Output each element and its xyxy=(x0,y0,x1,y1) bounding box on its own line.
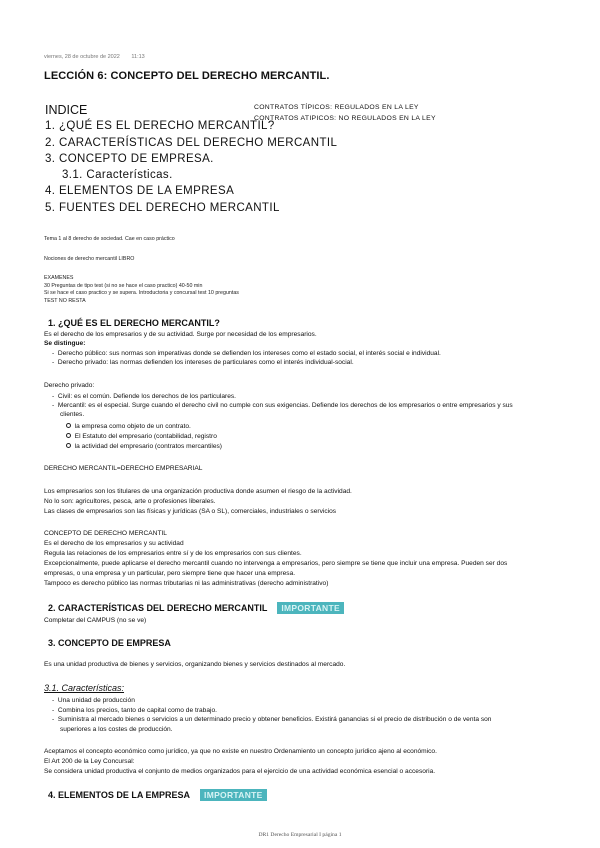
index-heading: INDICE xyxy=(45,103,88,117)
circle-bullet-icon xyxy=(66,423,71,428)
list-item: - Civil: es el común. Defiende los derechos de los particulares. xyxy=(52,393,236,400)
tema-note: Tema 1 al 8 derecho de sociedad. Cae en caso práctico xyxy=(44,236,175,242)
time: 11:13 xyxy=(131,54,145,60)
nociones-note: Nociones de derecho mercantil LIBRO xyxy=(44,256,135,262)
section-1-intro xyxy=(44,330,317,348)
list-item: - Combina los precios, tanto de capital como de trabajo. xyxy=(52,706,217,714)
examenes-line: 30 Preguntas de tipo test (si no se hace el caso practico) 40-50 min xyxy=(44,282,203,289)
paragraph-line: Es el derecho de los empresarios y su actividad xyxy=(44,540,184,547)
empresarios-paragraph xyxy=(44,487,352,517)
list-item-text: Derecho público: sus normas son imperativas donde se defienden los intereses como el estado social, el interés social e individual. xyxy=(57,350,441,357)
section-4-title: 4. ELEMENTOS DE LA EMPRESA xyxy=(48,790,191,800)
important-badge: IMPORTANTE xyxy=(277,602,344,614)
paragraph-line: Los empresarios son los titulares de una organización productiva donde asumen el riesgo de la actividad. xyxy=(44,488,352,495)
paragraph-line: Regula las relaciones de los empresarios entre sí y de los empresarios con sus clientes. xyxy=(44,550,302,557)
contratos-note xyxy=(254,102,436,124)
paragraph-line: Tampoco es derecho público las normas tributarias ni las administrativas (derecho administrativo) xyxy=(44,580,329,587)
section-3-1-heading: 3.1. Características: xyxy=(44,683,125,693)
sub-list-item xyxy=(66,422,222,432)
intro-line: Es el derecho de los empresarios y de su actividad. Surge por necesidad de los empresarios. xyxy=(44,331,317,338)
examenes-line: Si se hace el caso practico y se supera. Introductoria y concursal test 10 preguntas xyxy=(44,290,239,296)
section-3-heading: 3. CONCEPTO DE EMPRESA xyxy=(48,638,171,648)
concepto-paragraph xyxy=(44,529,507,589)
page-title: LECCIÓN 6: CONCEPTO DEL DERECHO MERCANTIL. xyxy=(44,70,330,82)
list-item: - Derecho público: sus normas son imperativas donde se defienden los intereses como el estado social, el interés social e individual. xyxy=(52,350,441,357)
mercantil-sublist xyxy=(66,422,222,452)
list-item-text: Derecho privado: las normas defienden los intereses de particulares como el interés individual-social. xyxy=(57,359,354,366)
date-time xyxy=(44,54,145,60)
privado-heading: Derecho privado: xyxy=(44,382,95,389)
contratos-atipicos: CONTRATOS ATIPICOS: NO REGULADOS EN LA LEY xyxy=(254,115,436,122)
section-2-title: 2. CARACTERÍSTICAS DEL DERECHO MERCANTIL xyxy=(48,603,268,613)
paragraph-line: empresas, o una empresa y un particular, pero siempre tiene que hacer una empresa. xyxy=(44,570,296,577)
list-item-text: Una unidad de producción xyxy=(57,697,135,704)
paragraph-line: Se considera unidad productiva el conjunto de medios organizados para el ejercicio de una actividad económica esencial o accesoria. xyxy=(44,768,436,775)
index-item: 5. FUENTES DEL DERECHO MERCANTIL xyxy=(45,202,280,214)
index-item: 4. ELEMENTOS DE LA EMPRESA xyxy=(45,185,235,197)
list-item: - Suministra al mercado bienes o servicios a un determinado precio y obtener beneficios. Existirá ganancias si el precio de distribución o de venta son xyxy=(52,716,492,723)
index-item: 3.1. Características. xyxy=(62,169,173,181)
date: viernes, 28 de octubre de 2022 xyxy=(44,54,120,60)
section-2-note: Completar del CAMPUS (no se ve) xyxy=(44,617,147,624)
section-1-heading: 1. ¿QUÉ ES EL DERECHO MERCANTIL? xyxy=(48,318,220,328)
circle-bullet-icon xyxy=(66,433,71,438)
sub-list-text: la empresa como objeto de un contrato. xyxy=(74,423,191,430)
list-item: - Mercantil: es el especial. Surge cuando el derecho civil no cumple con sus exigencias. Defiende los derechos de los empresarios o entre empresarios y sus xyxy=(52,402,513,409)
paragraph-line: Las clases de empresarios son las físicas y jurídicas (SA o SL), comerciales, industriales o servicios xyxy=(44,508,337,515)
paragraph-line: El Art 200 de la Ley Concursal: xyxy=(44,758,135,765)
list-item: - Una unidad de producción xyxy=(52,697,135,704)
intro-line: Se distingue: xyxy=(44,340,86,347)
list-item-continued: clientes. xyxy=(60,411,85,418)
list-item-text: Mercantil: es el especial. Surge cuando el derecho civil no cumple con sus exigencias. Defiende los derechos de los empresarios o entre empresarios y sus xyxy=(57,402,513,409)
index-item: 2. CARACTERÍSTICAS DEL DERECHO MERCANTIL xyxy=(45,137,338,149)
circle-bullet-icon xyxy=(66,443,71,448)
sub-list-text: El Estatuto del empresario (contabilidad, registro xyxy=(74,433,217,440)
list-item-text: Civil: es el común. Defiende los derechos de los particulares. xyxy=(57,393,236,400)
page-footer: DR1 Derecho Empresarial I página 1 xyxy=(258,832,342,838)
paragraph-line: Excepcionalmente, puede aplicarse el derecho mercantil cuando no intervenga a empresarios, pero siempre se tiene que incluir una empresa. Pueden ser dos xyxy=(44,560,508,567)
equivalencia-note: DERECHO MERCANTIL=DERECHO EMPRESARIAL xyxy=(44,465,203,472)
paragraph-line: No lo son: agricultores, pesca, arte o profesiones liberales. xyxy=(44,498,216,505)
caracteristicas-list xyxy=(52,696,491,734)
sub-list-item xyxy=(66,432,222,442)
examenes-line: TEST NO RESTA xyxy=(44,297,86,304)
section-2-heading xyxy=(48,602,344,614)
privado-list xyxy=(52,392,513,419)
contratos-tipicos: CONTRATOS TÍPICOS: REGULADOS EN LA LEY xyxy=(254,104,419,111)
section-3-closing xyxy=(44,747,437,777)
distingue-list xyxy=(52,349,441,367)
list-item-text: Suministra al mercado bienes o servicios a un determinado precio y obtener beneficios. Existirá ganancias si el precio de distribución o de venta son xyxy=(57,716,492,723)
sub-list-text: la actividad del empresario (contratos mercantiles) xyxy=(74,443,222,450)
sub-list-item xyxy=(66,442,222,452)
section-4-heading xyxy=(48,789,267,801)
list-item: - Derecho privado: las normas defienden los intereses de particulares como el interés individual-social. xyxy=(52,359,354,366)
examenes-line: EXAMENES xyxy=(44,275,74,281)
index-item: 3. CONCEPTO DE EMPRESA. xyxy=(45,153,214,165)
important-badge: IMPORTANTE xyxy=(200,789,267,801)
index-item: 1. ¿QUÉ ES EL DERECHO MERCANTIL? xyxy=(45,120,275,132)
examenes-note xyxy=(44,275,239,305)
paragraph-line: CONCEPTO DE DERECHO MERCANTIL xyxy=(44,530,167,537)
section-3-text: Es una unidad productiva de bienes y servicios, organizando bienes y servicios destinados al mercado. xyxy=(44,661,346,668)
list-item-text: Combina los precios, tanto de capital como de trabajo. xyxy=(57,706,217,714)
paragraph-line: Aceptamos el concepto económico como jurídico, ya que no existe en nuestro Ordenamiento un concepto jurídico ajeno al económico. xyxy=(44,748,437,755)
list-item-continued: superiores a los costes de producción. xyxy=(60,725,173,733)
